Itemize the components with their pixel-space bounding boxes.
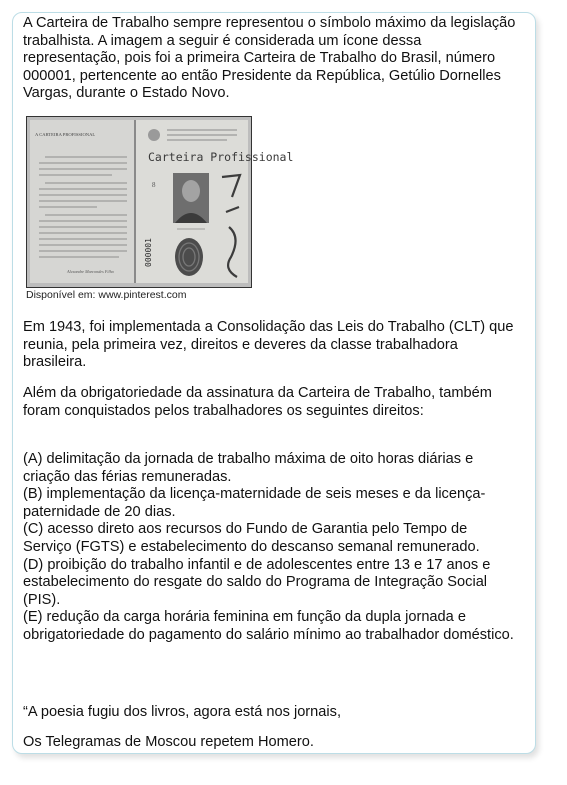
option-c[interactable]: (C) acesso direto aos recursos do Fundo de Garantia pelo Tempo de Serviço (FGTS) e estabelecimento do descanso semanal remunerado. [23, 521, 480, 555]
carteira-profissional-photo [26, 116, 294, 288]
poem-line-1: “A poesia fugiu dos livros, agora está nos jornais, [23, 704, 341, 720]
clt-paragraph: Em 1943, foi implementada a Consolidação das Leis do Trabalho (CLT) que reunia, pela primeira vez, direitos e deveres da classe trabalhadora brasileira. [23, 319, 514, 371]
option-b[interactable]: (B) implementação da licença-maternidade de seis meses e da licença-paternidade de 20 dias. [23, 486, 486, 520]
stamp-mark: 8 [152, 181, 156, 189]
option-a[interactable]: (A) delimitação da jornada de trabalho máxima de oito horas diárias e criação das férias remuneradas. [23, 451, 474, 485]
option-e[interactable]: (E) redução da carga horária feminina em função da dupla jornada e obrigatoriedade do pagamento do salário mínimo ao trabalhador doméstico. [23, 609, 514, 643]
left-page-heading: A CARTEIRA PROFISSIONAL [35, 132, 96, 137]
poem-line-2: Os Telegramas de Moscou repetem Homero. [23, 734, 314, 750]
left-page-signature: Alexandre Marcondes Filho [67, 269, 114, 274]
question-paragraph: Além da obrigatoriedade da assinatura da Carteira de Trabalho, também foram conquistados pelos trabalhadores os seguintes direitos: [23, 385, 492, 419]
image-caption: Disponível em: www.pinterest.com [26, 289, 187, 301]
option-d[interactable]: (D) proibição do trabalho infantil e de adolescentes entre 13 e 17 anos e estabelecimento do resgate do saldo do Programa de Integração Social (PIS). [23, 556, 491, 608]
carteira-number: 000001 [144, 238, 153, 267]
intro-paragraph: A Carteira de Trabalho sempre representou o símbolo máximo da legislação trabalhista. A imagem a seguir é considerada um ícone dessa representação, pois foi a primeira Carteira de Trabalho do Brasil, número 000001, pertencente ao então Presidente da República, Getúlio Dornelles Vargas, durante o Estado Novo. [23, 15, 516, 102]
carteira-illustration [27, 117, 294, 287]
options-list [23, 451, 519, 645]
right-page-title: Carteira Profissional [148, 150, 294, 164]
coat-of-arms-icon [148, 129, 160, 141]
